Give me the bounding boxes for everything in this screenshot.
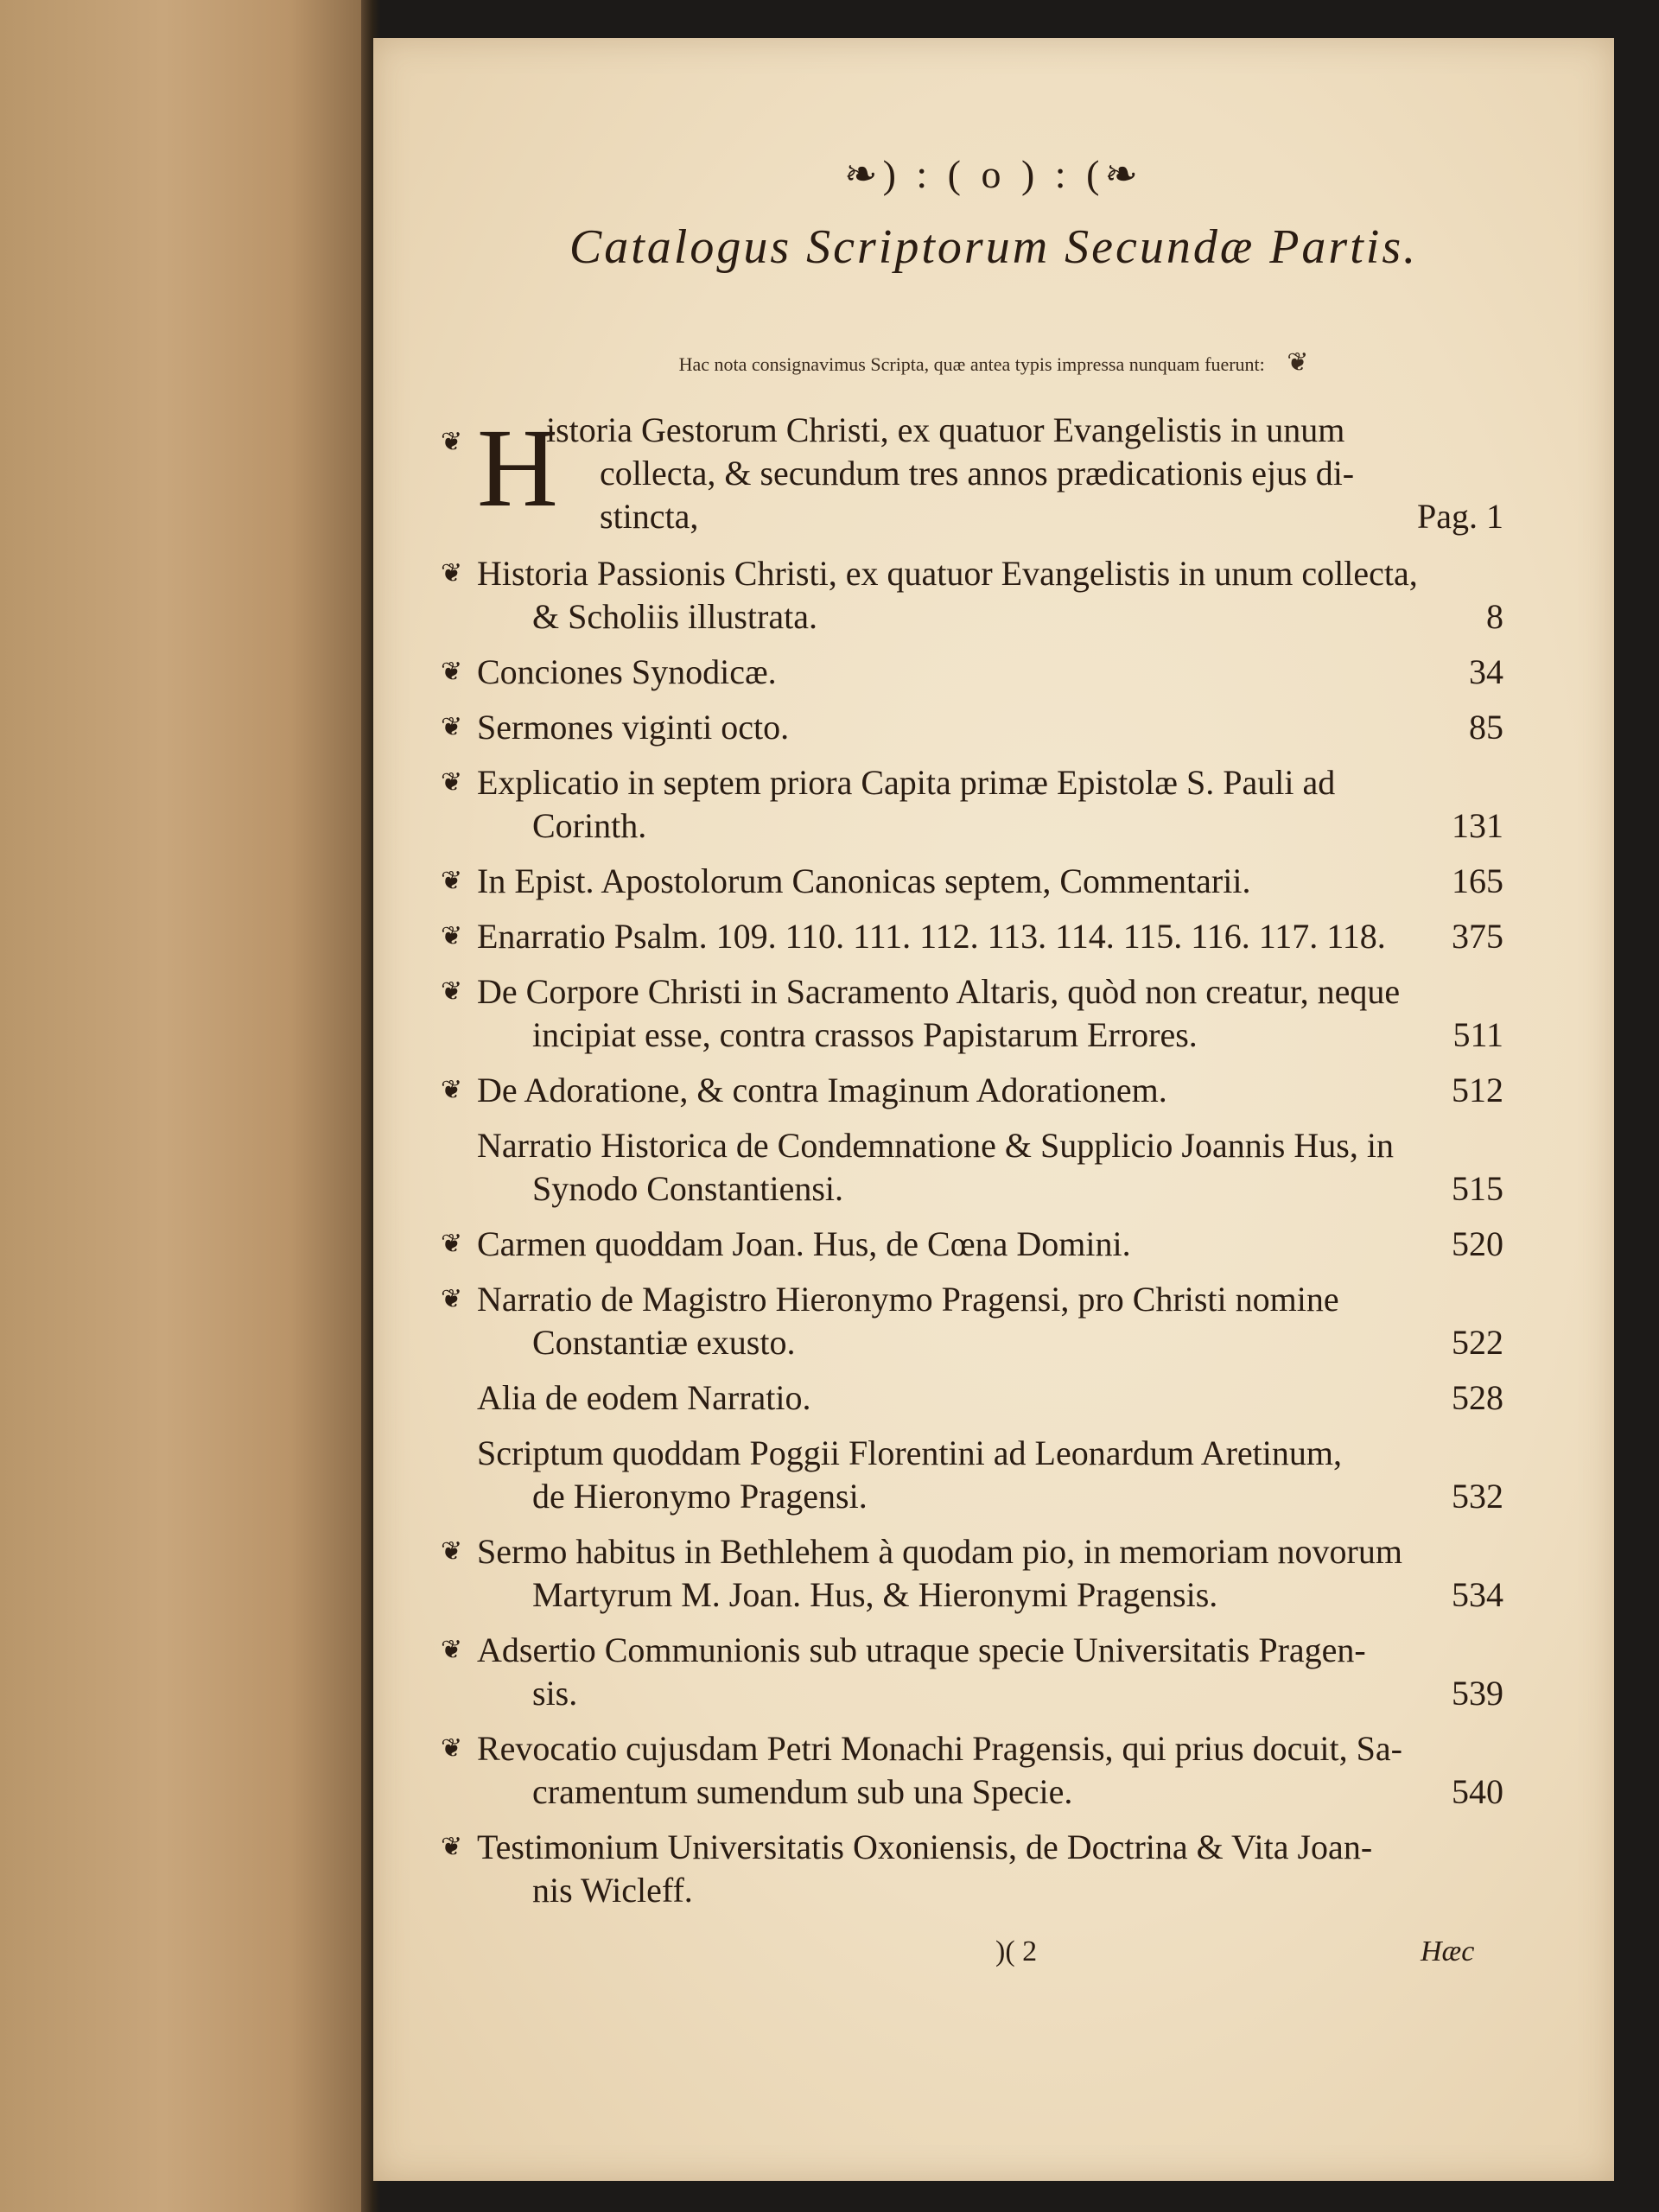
catalog-entry: [406, 1223, 1503, 1266]
page-number: 85: [1469, 708, 1503, 747]
page-number: 539: [1452, 1674, 1503, 1713]
catalog-entry: [406, 1278, 1503, 1364]
fleuron-icon: ❦: [441, 867, 463, 895]
entry-text-cont: collecta, & secundum tres annos prædicationis ejus di-: [600, 454, 1355, 493]
page-number: 534: [1452, 1575, 1503, 1614]
fleuron-icon: ❦: [441, 1285, 463, 1313]
entry-text-cont: Corinth.: [532, 806, 647, 845]
entry-text-cont: de Hieronymo Pragensi.: [532, 1477, 868, 1516]
entry-text: De Adoratione, & contra Imaginum Adorationem.: [477, 1071, 1167, 1109]
catalog-entry: [406, 1376, 1503, 1420]
catalog-entry: [406, 405, 1503, 538]
fleuron-icon: ❦: [441, 977, 463, 1006]
entry-text-cont: Martyrum M. Joan. Hus, & Hieronymi Pragensis.: [532, 1575, 1218, 1614]
entry-text: Testimonium Universitatis Oxoniensis, de Doctrina & Vita Joan-: [477, 1827, 1373, 1866]
header-ornament: ❧) : ( o ) : (❧: [844, 152, 1143, 196]
legend-note: [373, 347, 1614, 378]
fleuron-icon: ❦: [1287, 348, 1309, 377]
entry-text: Narratio de Magistro Hieronymo Pragensi, pro Christi nomine: [477, 1280, 1339, 1319]
fleuron-icon: ❦: [441, 713, 463, 741]
catalog-entry: [406, 1432, 1503, 1518]
entry-text: Historia Passionis Christi, ex quatuor Evangelistis in unum collecta,: [477, 554, 1418, 593]
catalog-entry: [406, 706, 1503, 749]
entry-text: Sermo habitus in Bethlehem à quodam pio, in memoriam novorum: [477, 1532, 1402, 1571]
entry-text-cont: Constantiæ exusto.: [532, 1323, 796, 1362]
fleuron-icon: ❦: [441, 768, 463, 797]
catalog-entry: [406, 1629, 1503, 1715]
catalog-list: [406, 405, 1503, 1924]
entry-text-cont: stincta,: [600, 497, 699, 536]
page-number: 165: [1452, 861, 1503, 900]
catalog-entry: [406, 651, 1503, 694]
right-page: [373, 38, 1614, 2181]
entry-text: Narratio Historica de Condemnatione & Supplicio Joannis Hus, in: [477, 1126, 1394, 1165]
entry-text: Conciones Synodicæ.: [477, 652, 777, 691]
entry-text: istoria Gestorum Christi, ex quatuor Evangelistis in unum: [546, 410, 1345, 449]
catalog-entry: [406, 1069, 1503, 1112]
page-number: 131: [1452, 806, 1503, 845]
fleuron-icon: ❦: [441, 658, 463, 686]
fleuron-icon: ❦: [441, 1537, 463, 1566]
fleuron-icon: ❦: [441, 1076, 463, 1104]
catalog-entry: [406, 1124, 1503, 1211]
entry-text: De Corpore Christi in Sacramento Altaris, quòd non creatur, neque: [477, 972, 1401, 1011]
page-number: 512: [1452, 1071, 1503, 1109]
catalog-entry: [406, 1727, 1503, 1814]
entry-text: Carmen quoddam Joan. Hus, de Cœna Domini.: [477, 1224, 1131, 1263]
fleuron-icon: ❦: [441, 1230, 463, 1258]
entry-text: In Epist. Apostolorum Canonicas septem, Commentarii.: [477, 861, 1251, 900]
entry-text: Explicatio in septem priora Capita primæ Epistolæ S. Pauli ad: [477, 763, 1336, 802]
page-title: Catalogus Scriptorum Secundæ Partis.: [569, 220, 1419, 274]
fleuron-icon: ❦: [441, 559, 463, 588]
entry-text: Scriptum quoddam Poggii Florentini ad Leonardum Aretinum,: [477, 1433, 1342, 1472]
page-number: 520: [1452, 1224, 1503, 1263]
entry-text-cont: Synodo Constantiensi.: [532, 1169, 844, 1208]
page-number: 511: [1452, 1015, 1503, 1054]
page-number: 8: [1486, 597, 1503, 636]
fleuron-icon: ❦: [441, 1734, 463, 1763]
page-number: 375: [1452, 917, 1503, 956]
catalog-entry: [406, 860, 1503, 903]
entry-text: Sermones viginti octo.: [477, 708, 790, 747]
page-number: 34: [1469, 652, 1503, 691]
page-number: 522: [1452, 1323, 1503, 1362]
entry-text: Enarratio Psalm. 109. 110. 111. 112. 113. 114. 115. 116. 117. 118.: [477, 917, 1386, 956]
entry-text-cont: cramentum sumendum sub una Specie.: [532, 1772, 1073, 1811]
fleuron-icon: ❦: [441, 1636, 463, 1664]
page-number: 532: [1452, 1477, 1503, 1516]
page-number: 515: [1452, 1169, 1503, 1208]
page-number: Pag. 1: [1417, 497, 1503, 536]
signature-mark: )( 2: [995, 1936, 1038, 1967]
fleuron-icon: ❦: [441, 428, 463, 456]
page-number: 540: [1452, 1772, 1503, 1811]
catalog-entry: [406, 1530, 1503, 1617]
left-page: [0, 0, 363, 2212]
fleuron-icon: ❦: [441, 1833, 463, 1861]
entry-text-cont: incipiat esse, contra crassos Papistarum Errores.: [532, 1015, 1198, 1054]
catalog-entry: [406, 552, 1503, 639]
catalog-entry: [406, 970, 1503, 1057]
fleuron-icon: ❦: [441, 922, 463, 950]
catalog-entry: [406, 761, 1503, 848]
catalog-entry: [406, 1826, 1503, 1912]
drop-cap: H: [477, 406, 558, 531]
entry-text-cont: & Scholiis illustrata.: [532, 597, 817, 636]
legend-text: Hac nota consignavimus Scripta, quæ antea typis impressa nunquam fuerunt:: [678, 353, 1265, 375]
entry-text-cont: nis Wicleff.: [532, 1871, 693, 1910]
entry-text: Adsertio Communionis sub utraque specie Universitatis Pragen-: [477, 1630, 1366, 1669]
entry-text: Alia de eodem Narratio.: [477, 1378, 811, 1417]
entry-text: Revocatio cujusdam Petri Monachi Pragensis, qui prius docuit, Sa-: [477, 1729, 1402, 1768]
catchword: Hæc: [1421, 1936, 1475, 1967]
entry-text-cont: sis.: [532, 1674, 578, 1713]
page-number: 528: [1452, 1378, 1503, 1417]
catalog-entry: [406, 915, 1503, 958]
